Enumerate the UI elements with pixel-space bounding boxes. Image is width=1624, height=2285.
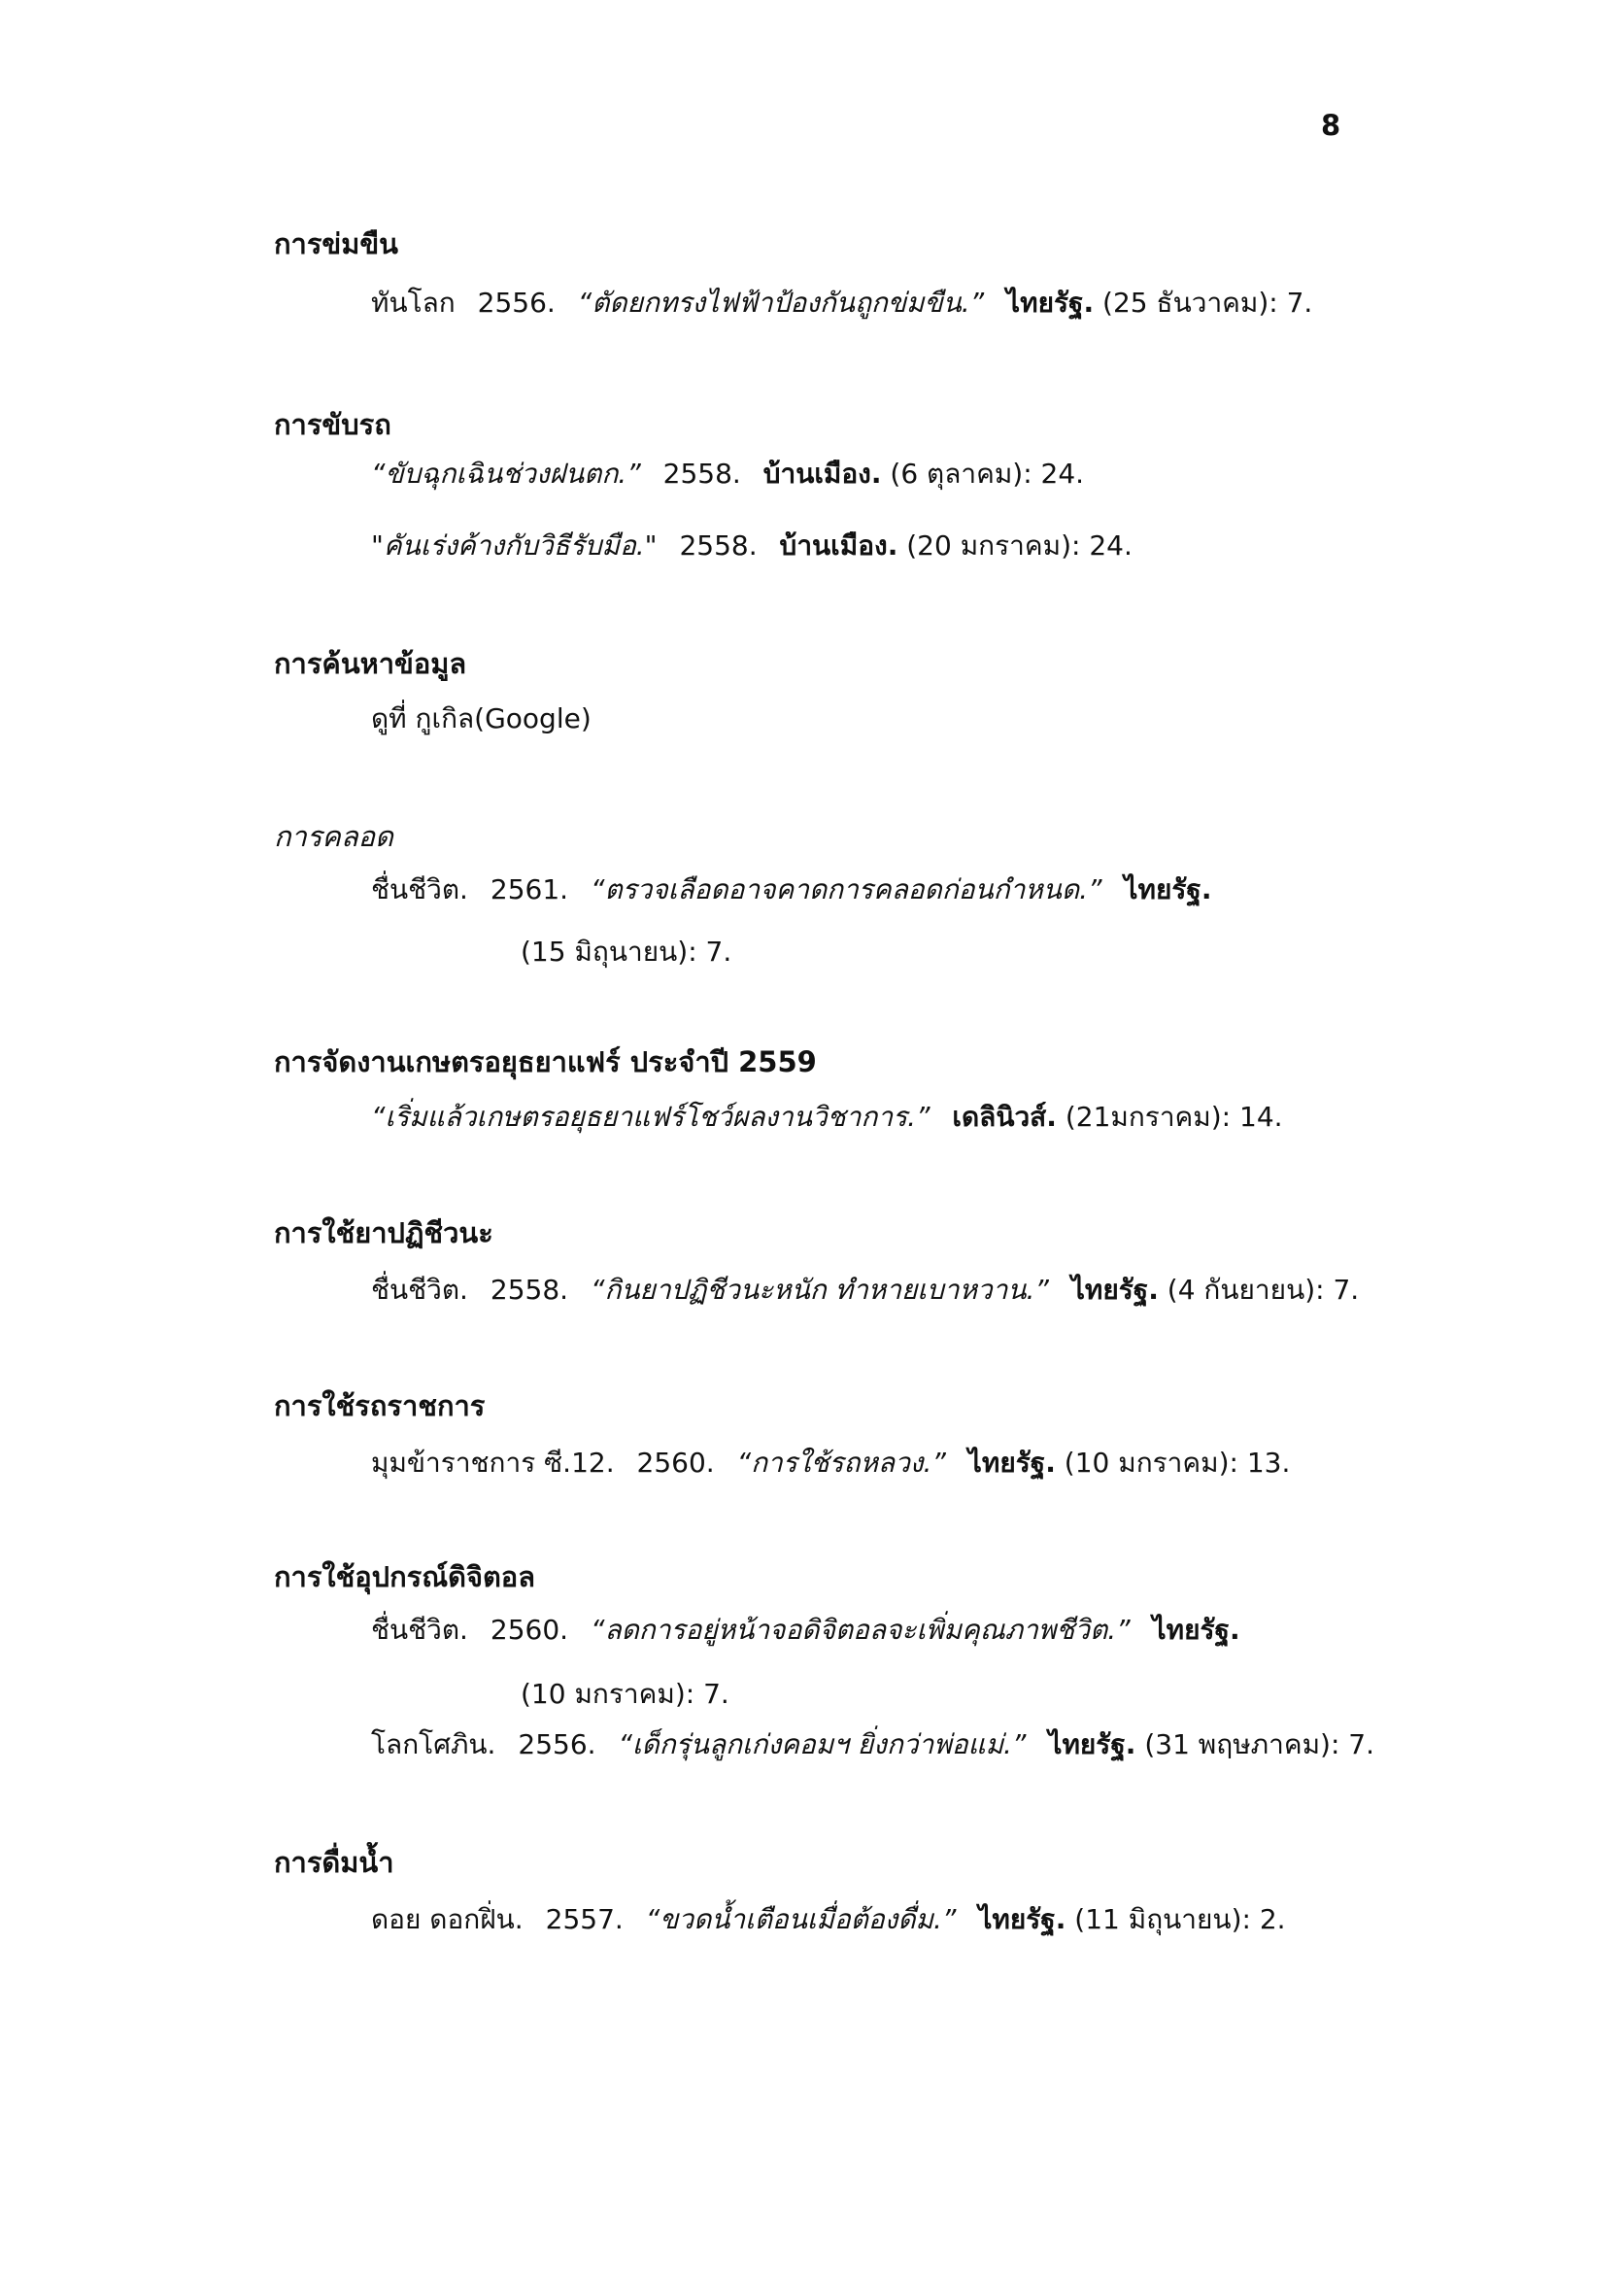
- citation-title: “ตรวจเลือดอาจคาดการคลอดก่อนกำหนด.”: [590, 873, 1102, 905]
- citation-detail: (10 มกราคม): 13.: [1064, 1447, 1291, 1479]
- entry-heading: การข่มขืน: [274, 227, 399, 260]
- citation-author: ชื่นชีวิต.: [371, 1614, 468, 1646]
- citation-source: บ้านเมือง.: [762, 458, 882, 490]
- citation-author: ชื่นชีวิต.: [371, 1274, 468, 1306]
- citation-year: 2560.: [636, 1447, 715, 1479]
- entry-heading: การใช้อุปกรณ์ดิจิตอล: [274, 1560, 535, 1593]
- citation-source: เดลินิวส์.: [952, 1101, 1057, 1133]
- citation-year: 2556.: [477, 287, 556, 319]
- citation-detail: (6 ตุลาคม): 24.: [890, 458, 1085, 490]
- citation-line: [371, 1096, 1283, 1139]
- citation-title: “การใช้รถหลวง.”: [736, 1447, 946, 1479]
- citation-year: 2561.: [490, 873, 569, 905]
- citation-year: 2558.: [662, 458, 741, 490]
- citation-line: [371, 1898, 1286, 1941]
- citation-author: โลกโศภิน.: [371, 1728, 496, 1760]
- citation-author: ชื่นชีวิต.: [371, 873, 468, 905]
- citation-source: ไทยรัฐ.: [1006, 287, 1095, 319]
- citation-source: ไทยรัฐ.: [1124, 873, 1212, 905]
- citation-title: “เด็กรุ่นลูกเก่งคอมฯ ยิ่งกว่าพ่อแม่.”: [618, 1728, 1027, 1760]
- citation-author: ดอย ดอกฝิ่น.: [371, 1903, 524, 1935]
- citation-line: ดูที่ กูเกิล(Google): [371, 702, 592, 734]
- citation-detail: (4 กันยายน): 7.: [1167, 1274, 1360, 1306]
- citation-title: “เริ่มแล้วเกษตรอยุธยาแฟร์โชว์ผลงานวิชาการ.”: [371, 1101, 930, 1133]
- citation-title: "คันเร่งค้างกับวิธีรับมือ.": [371, 529, 658, 562]
- citation-title: “กินยาปฏิชีวนะหนัก ทำหายเบาหวาน.”: [590, 1274, 1049, 1306]
- citation-year: 2557.: [545, 1903, 624, 1935]
- citation-line: [371, 525, 1133, 567]
- citation-source: บ้านเมือง.: [779, 529, 898, 562]
- citation-line-continued: (15 มิถุนายน): 7.: [521, 936, 732, 968]
- citation-line: [371, 453, 1084, 495]
- citation-title: “ลดการอยู่หน้าจอดิจิตอลจะเพิ่มคุณภาพชีวิต.”: [590, 1614, 1131, 1646]
- citation-line: [371, 869, 1211, 911]
- citation-year: 2558.: [490, 1274, 569, 1306]
- citation-line: [371, 282, 1312, 324]
- citation-line: [371, 1269, 1359, 1312]
- citation-line: [371, 1609, 1240, 1652]
- citation-year: 2560.: [490, 1614, 569, 1646]
- page-number: 8: [1321, 109, 1341, 142]
- citation-title: “ขวดน้ำเตือนเมื่อต้องดื่ม.”: [645, 1903, 957, 1935]
- citation-line: [371, 1442, 1290, 1484]
- citation-source: ไทยรัฐ.: [1152, 1614, 1240, 1646]
- entry-heading: การคลอด: [274, 820, 393, 853]
- entry-heading: การใช้ยาปฏิชีวนะ: [274, 1216, 493, 1249]
- citation-detail: (21มกราคม): 14.: [1065, 1101, 1283, 1133]
- citation-line-continued: (10 มกราคม): 7.: [521, 1678, 729, 1710]
- entry-heading: การจัดงานเกษตรอยุธยาแฟร์ ประจำปี 2559: [274, 1045, 817, 1078]
- citation-title: “ตัดยกทรงไฟฟ้าป้องกันถูกข่มขืน.”: [577, 287, 985, 319]
- citation-line: [371, 1723, 1374, 1766]
- citation-author: มุมข้าราชการ ซี.12.: [371, 1447, 615, 1479]
- citation-author: ทันโลก: [371, 287, 456, 319]
- citation-source: ไทยรัฐ.: [978, 1903, 1066, 1935]
- citation-detail: (31 พฤษภาคม): 7.: [1144, 1728, 1375, 1760]
- entry-heading: การขับรถ: [274, 408, 391, 441]
- citation-year: 2558.: [679, 529, 758, 562]
- entry-heading: การใช้รถราชการ: [274, 1389, 486, 1422]
- entry-heading: การดื่มน้ำ: [274, 1846, 394, 1879]
- citation-detail: (11 มิถุนายน): 2.: [1074, 1903, 1286, 1935]
- citation-source: ไทยรัฐ.: [1070, 1274, 1159, 1306]
- citation-detail: (20 มกราคม): 24.: [906, 529, 1133, 562]
- citation-title: “ขับฉุกเฉินช่วงฝนตก.”: [371, 458, 641, 490]
- entry-heading: การค้นหาข้อมูล: [274, 647, 467, 680]
- citation-source: ไทยรัฐ.: [1048, 1728, 1136, 1760]
- citation-source: ไทยรัฐ.: [967, 1447, 1056, 1479]
- citation-detail: (25 ธันวาคม): 7.: [1102, 287, 1313, 319]
- citation-year: 2556.: [518, 1728, 596, 1760]
